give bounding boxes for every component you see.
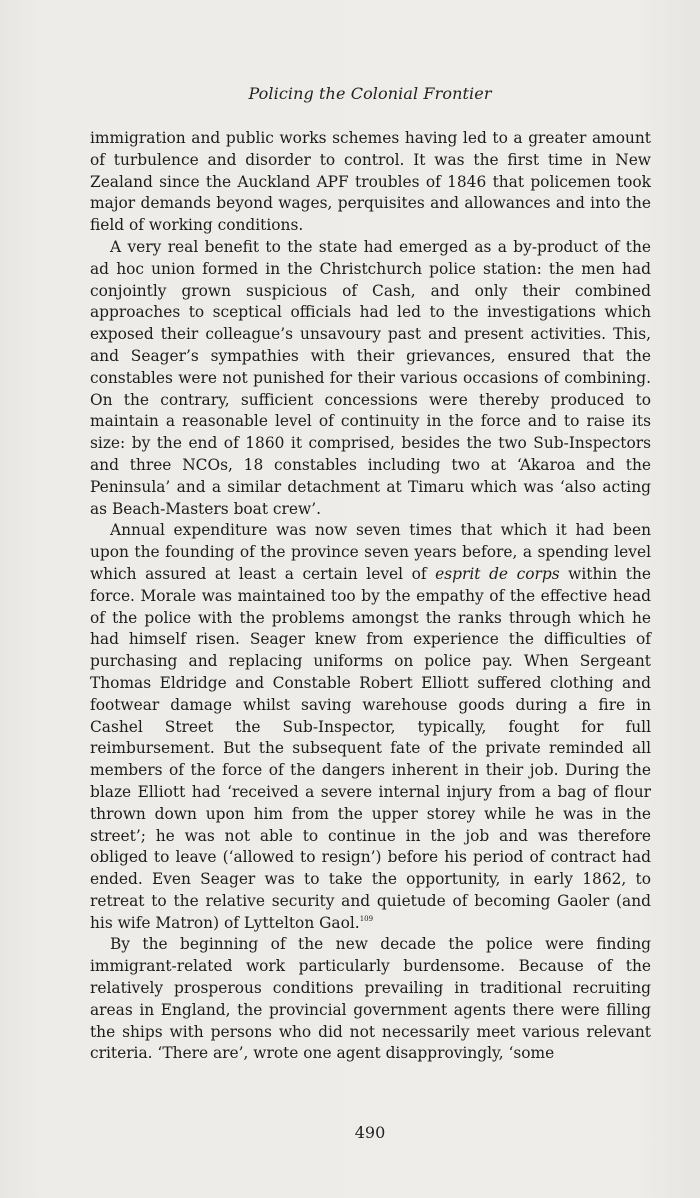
page-number: 490 [354,1123,386,1142]
paragraph-text: Annual expenditure was now seven times that which it had been upon the founding of the province seven years before, a spending level which assured at least a certain level of [90,521,651,583]
footnote-marker: 109 [359,914,374,923]
body-text [90,128,651,1065]
paragraph-text: within the force. Morale was maintained too by the empathy of the effective head of the police with the problems amongst the ranks through which he had himself risen. Seager knew from experience the difficulties of purchasing and replacing uniforms on police pay. When Sergeant Thomas Eldridge and Constable Robert Elliott suffered clothing and footwear damage whilst saving warehouse goods during a fire in Cashel Street the Sub-Inspector, typically, fought for full reimbursement. But the subsequent fate of the private reminded all members of the force of the dangers inherent in their job. During the blaze Elliott had ‘received a severe internal injury from a bag of flour thrown down upon him from the upper storey while he was in the street’; he was not able to continue in the job and was therefore obliged to leave (‘allowed to resign’) before his period of contract had ended. Even Seager was to take the opportunity, in early 1862, to retreat to the relative security and quietude of becoming Gaoler (and his wife Matron) of Lyttelton Gaol. [90,564,651,932]
paragraph: By the beginning of the new decade the police were finding immigrant-related work particularly burdensome. Because of the relatively prosperous conditions prevailing in traditional recruiting areas in England, the provincial government agents there were filling the ships with persons who did not necessarily meet various relevant criteria. ‘There are’, wrote one agent disapprovingly, ‘some [90,935,651,1063]
paragraph: A very real benefit to the state had emerged as a by-product of the ad hoc union formed in the Christchurch police station: the men had conjointly grown suspicious of Cash, and only their combined approaches to sceptical officials had led to the investigations which exposed their colleague’s unsavoury past and present activities. This, and Seager’s sympathies with their grievances, ensured that the constables were not punished for their various occasions of combining. On the contrary, sufficient concessions were thereby produced to maintain a reasonable level of continuity in the force and to raise its size: by the end of 1860 it comprised, besides the two Sub-Inspectors and three NCOs, 18 constables including two at ‘Akaroa and the Peninsula’ and a similar detachment at Timaru which was ‘also acting as Beach-Masters boat crew’. [90,237,651,518]
italic-phrase: esprit de corps [435,564,560,583]
paragraph [90,520,651,934]
running-head: Policing the Colonial Frontier [248,84,492,103]
paragraph-continued: immigration and public works schemes having led to a greater amount of turbulence and disorder to control. It was the first time in New Zealand since the Auckland APF troubles of 1846 that policemen took major demands beyond wages, perquisites and allowances and into the field of working conditions. [90,129,651,235]
